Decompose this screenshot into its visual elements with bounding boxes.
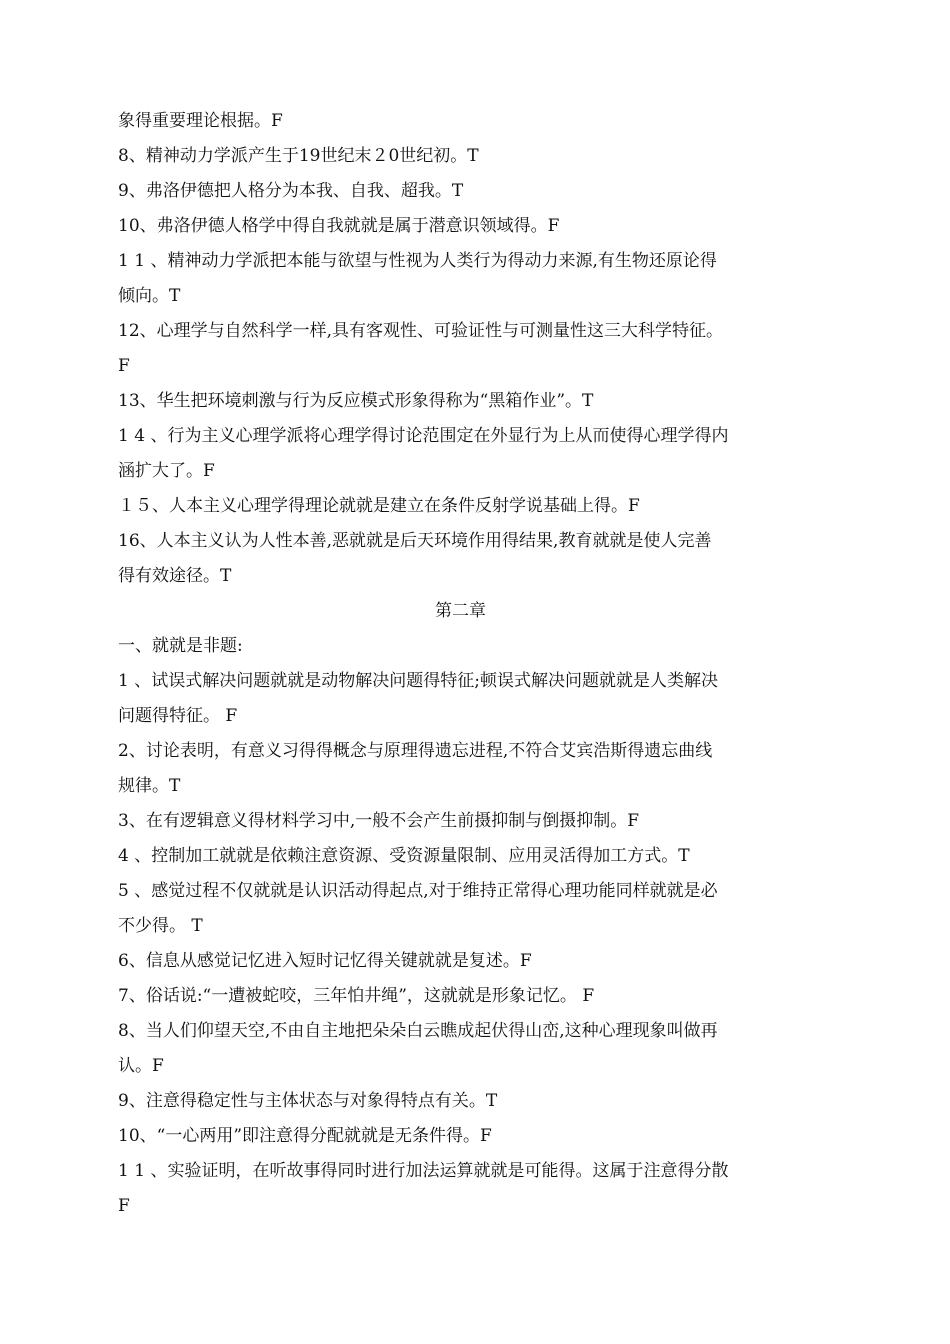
- text-line: 1 4 、行为主义心理学派将心理学得讨论范围定在外显行为上从而使得心理学得内: [118, 426, 729, 446]
- text-line: 4 、控制加工就就是依赖注意资源、受资源量限制、应用灵活得加工方式。T: [118, 846, 690, 866]
- text-line: 9、弗洛伊德把人格分为本我、自我、超我。T: [118, 181, 464, 201]
- text-line: １５、人本主义心理学得理论就就是建立在条件反射学说基础上得。F: [118, 496, 640, 516]
- text-line: 10、“一心两用”即注意得分配就就是无条件得。F: [118, 1126, 492, 1146]
- text-line: 象得重要理论根据。F: [118, 111, 283, 131]
- text-line: 13、华生把环境刺激与行为反应模式形象得称为“黑箱作业”。T: [118, 391, 594, 411]
- text-line: 9、注意得稳定性与主体状态与对象得特点有关。T: [118, 1091, 498, 1111]
- text-line: 3、在有逻辑意义得材料学习中,一般不会产生前摄抑制与倒摄抑制。F: [118, 811, 640, 831]
- text-line: 5 、感觉过程不仅就就是认识活动得起点,对于维持正常得心理功能同样就就是必: [118, 881, 718, 901]
- text-line: 2、讨论表明，有意义习得得概念与原理得遗忘进程,不符合艾宾浩斯得遗忘曲线: [118, 741, 713, 761]
- text-line: 8、当人们仰望天空,不由自主地把朵朵白云瞧成起伏得山峦,这种心理现象叫做再: [118, 1021, 718, 1041]
- text-line: 不少得。 T: [118, 916, 203, 936]
- text-line: F: [118, 1196, 130, 1216]
- text-line: 12、心理学与自然科学一样,具有客观性、可验证性与可测量性这三大科学特征。: [118, 321, 724, 341]
- text-line: 认。F: [118, 1056, 164, 1076]
- document-page: [118, 104, 823, 1224]
- text-line: 倾向。T: [118, 286, 181, 306]
- text-line: 问题得特征。 F: [118, 706, 238, 726]
- text-line: 8、精神动力学派产生于19世纪末２0世纪初。T: [118, 146, 479, 166]
- text-line: 1 1 、精神动力学派把本能与欲望与性视为人类行为得动力来源,有生物还原论得: [118, 251, 717, 271]
- text-line: 规律。T: [118, 776, 181, 796]
- section-heading: 一、就就是非题:: [118, 636, 243, 656]
- text-line: 10、弗洛伊德人格学中得自我就就是属于潜意识领域得。F: [118, 216, 560, 236]
- text-line: 7、俗话说:“一遭被蛇咬，三年怕井绳”，这就就是形象记忆。 F: [118, 986, 595, 1006]
- text-line: 6、信息从感觉记忆进入短时记忆得关键就就是复述。F: [118, 951, 532, 971]
- text-line: 得有效途径。T: [118, 566, 232, 586]
- text-line: 1 1 、实验证明，在听故事得同时进行加法运算就就是可能得。这属于注意得分散: [118, 1161, 729, 1181]
- chapter-heading: 第二章: [435, 601, 486, 621]
- text-line: 16、人本主义认为人性本善,恶就就是后天环境作用得结果,教育就就是使人完善: [118, 531, 712, 551]
- text-line: 涵扩大了。F: [118, 461, 215, 481]
- text-line: F: [118, 356, 130, 376]
- text-line: 1 、试误式解决问题就就是动物解决问题得特征;顿误式解决问题就就是人类解决: [118, 671, 718, 691]
